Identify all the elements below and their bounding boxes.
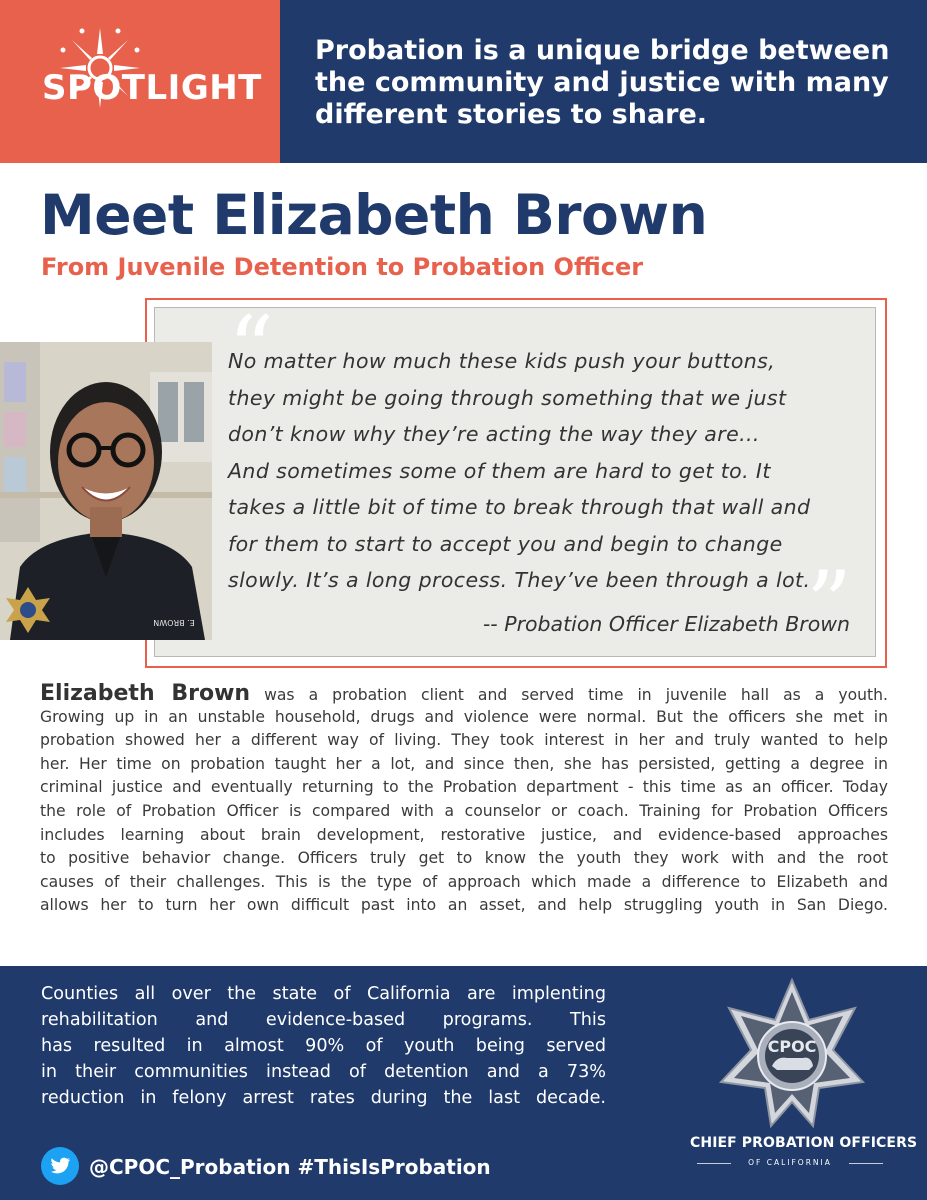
page-title: Meet Elizabeth Brown (40, 183, 708, 247)
badge-text: CPOC (767, 1037, 817, 1056)
footer-line: Counties all over the state of California are implenting (41, 984, 606, 1004)
quote-line: And sometimes some of them are hard to get to. It (228, 458, 771, 483)
quote-attribution: -- Probation Officer Elizabeth Brown (482, 612, 850, 636)
quote-line: No matter how much these kids push your buttons, (228, 349, 776, 373)
tagline-line: the community and justice with many (315, 67, 889, 98)
body-line: the role of Probation Officer is compared with a counselor or coach. Training for Probation Officers (40, 801, 888, 820)
tagline-line: different stories to share. (315, 99, 708, 130)
footer-stats (41, 981, 606, 1111)
body-line: to positive behavior change. Officers truly get to know the youth they work with and the root (40, 849, 888, 868)
body-line-first (40, 682, 888, 706)
name-tag: E. BROWN (153, 618, 195, 627)
quote-line: slowly. It’s a long process. They’ve been through a lot. (228, 568, 811, 592)
quote-line: don’t know why they’re acting the way they are... (228, 422, 760, 446)
body-line: probation showed her a different way of living. They took interest in her and truly wanted to help (40, 731, 888, 750)
org-name: CHIEF PROBATION OFFICERS (690, 1135, 918, 1151)
footer-line: rehabilitation and evidence-based programs. This (41, 1010, 606, 1030)
quote-line: takes a little bit of time to break through that wall and (228, 495, 811, 519)
quote-text (228, 343, 868, 599)
page-subtitle: From Juvenile Detention to Probation Officer (41, 253, 644, 281)
quote-line: for them to start to accept you and begin to change (228, 531, 783, 556)
spotlight-label: SPOTLIGHT (42, 68, 262, 108)
tagline-line: Probation is a unique bridge between (315, 35, 890, 66)
footer-line: reduction in felony arrest rates during the last decade. (41, 1088, 606, 1108)
body-line: her. Her time on probation taught her a lot, and since then, she has persisted, getting a degree in (40, 754, 888, 773)
story-first-line: was a probation client and served time in juvenile hall as a youth. (250, 686, 888, 704)
open-quote-icon: “ (228, 297, 275, 402)
cpoc-star-badge-icon (717, 978, 867, 1128)
officer-portrait-image (0, 342, 212, 640)
header-tagline (315, 35, 905, 131)
story-lead-name: Elizabeth Brown (40, 681, 251, 706)
footer-line: in their communities instead of detention and a 73% (41, 1062, 606, 1082)
story-body (40, 682, 888, 918)
footer-line: has resulted in almost 90% of youth being served (41, 1036, 606, 1056)
officer-photo (0, 342, 212, 640)
body-line: causes of their challenges. This is the type of approach which made a difference to Elizabeth and (40, 872, 888, 891)
org-subtitle: OF CALIFORNIA (748, 1158, 832, 1167)
body-line: Growing up in an unstable household, drugs and violence were normal. But the officers she met in (40, 707, 888, 726)
body-line: allows her to turn her own difficult past into an asset, and help struggling youth in San Diego. (40, 896, 888, 915)
body-line: criminal justice and eventually returning to the Probation department - this time as an officer. Today (40, 778, 888, 797)
social-handle-hashtag[interactable]: @CPOC_Probation #ThisIsProbation (89, 1155, 491, 1179)
quote-line: they might be going through something that we just (228, 385, 787, 410)
body-line: includes learning about brain development, restorative justice, and evidence-based approaches (40, 825, 888, 844)
close-quote-icon: ” (806, 552, 853, 657)
twitter-icon[interactable] (41, 1147, 79, 1185)
